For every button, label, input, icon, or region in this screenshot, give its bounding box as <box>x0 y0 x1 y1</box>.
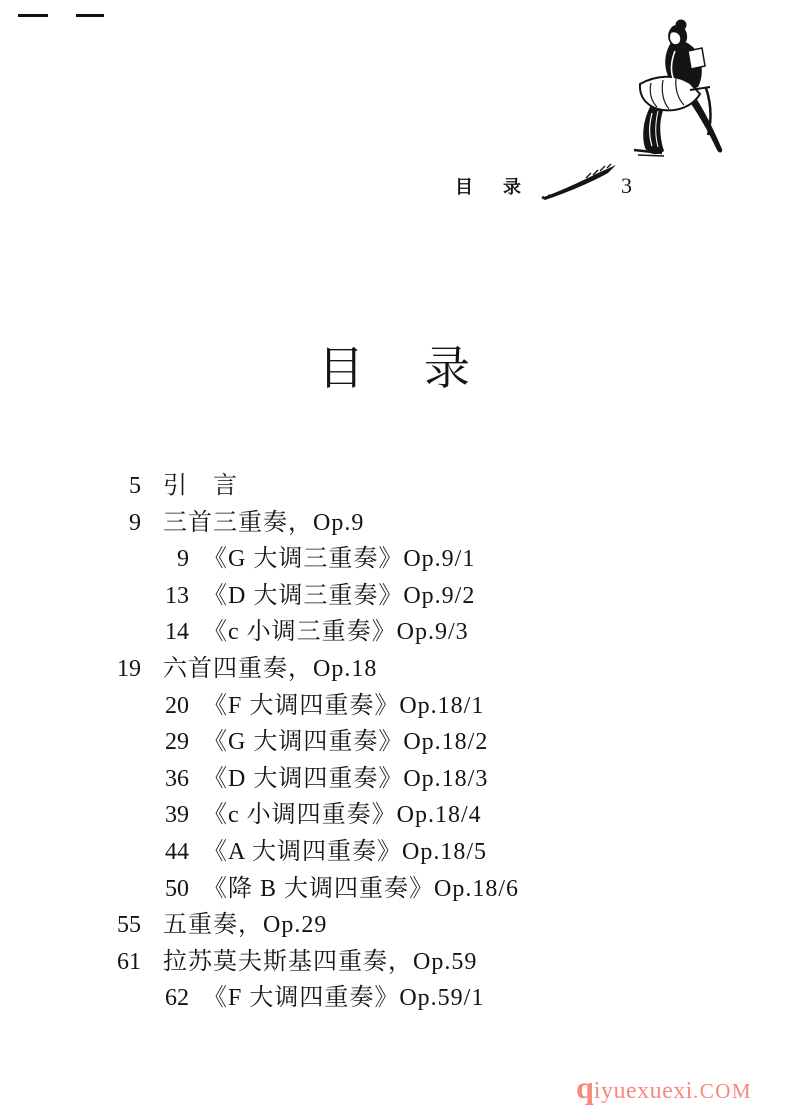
watermark-prefix: q <box>576 1069 594 1105</box>
toc-entry-label: 《A 大调四重奏》Op.18/5 <box>203 838 488 865</box>
toc-entry-label: 引 言 <box>163 473 238 499</box>
running-header <box>455 176 521 198</box>
toc-entry <box>100 797 519 834</box>
toc-entry-label: 《降 B 大调四重奏》Op.18/6 <box>203 875 520 902</box>
toc-entry-page-number: 9 <box>129 509 141 536</box>
running-header-char: 录 <box>503 177 521 197</box>
toc-entry <box>100 578 519 615</box>
top-dash-icon <box>18 14 48 17</box>
page-title-char: 目 <box>318 343 364 394</box>
toc-entry <box>100 541 519 578</box>
toc-entry-label: 拉苏莫夫斯基四重奏，Op.59 <box>163 948 478 975</box>
toc-entry-label: 三首三重奏，Op.9 <box>163 509 365 536</box>
toc-entry-page-number: 14 <box>165 619 189 646</box>
toc-list <box>100 468 519 1017</box>
toc-entry <box>100 614 519 651</box>
toc-entry <box>100 651 519 688</box>
toc-entry-page-number: 50 <box>165 875 189 902</box>
toc-entry <box>100 468 519 505</box>
toc-entry-page-number: 39 <box>165 802 189 829</box>
watermark-middle: iyuexuexi <box>593 1078 693 1104</box>
running-header-char: 目 <box>455 177 473 197</box>
toc-entry-label: 《c 小调三重奏》Op.9/3 <box>203 619 469 646</box>
watermark <box>576 1071 752 1105</box>
toc-entry-label: 《F 大调四重奏》Op.18/1 <box>203 692 485 719</box>
toc-entry-page-number: 29 <box>165 729 189 756</box>
page-number: 3 <box>621 173 632 198</box>
toc-entry <box>100 724 519 761</box>
toc-entry-page-number: 13 <box>165 582 189 609</box>
toc-entry-label: 《F 大调四重奏》Op.59/1 <box>203 985 485 1012</box>
toc-entry-page-number: 9 <box>177 546 189 573</box>
toc-entry-page-number: 5 <box>129 473 141 499</box>
page-title <box>318 341 470 397</box>
toc-entry <box>100 980 519 1017</box>
toc-entry <box>100 944 519 981</box>
toc-entry-label: 《G 大调三重奏》Op.9/1 <box>203 546 476 573</box>
toc-entry-page-number: 61 <box>117 948 141 975</box>
quill-flourish-icon <box>538 162 622 204</box>
toc-entry-label: 《G 大调四重奏》Op.18/2 <box>203 729 489 756</box>
toc-entry-page-number: 36 <box>165 765 189 792</box>
toc-entry-page-number: 19 <box>117 655 141 682</box>
watermark-suffix: .COM <box>692 1079 753 1103</box>
toc-entry <box>100 761 519 798</box>
toc-entry-page-number: 20 <box>165 692 189 719</box>
toc-entry-page-number: 62 <box>165 985 189 1012</box>
toc-entry <box>100 688 519 725</box>
seated-figure-illustration-icon <box>628 16 728 166</box>
toc-entry <box>100 834 519 871</box>
toc-entry-page-number: 44 <box>165 838 189 865</box>
toc-entry-label: 《D 大调三重奏》Op.9/2 <box>203 582 476 609</box>
toc-entry-page-number: 55 <box>117 912 141 939</box>
toc-entry <box>100 871 519 908</box>
toc-entry <box>100 505 519 542</box>
toc-entry-label: 《D 大调四重奏》Op.18/3 <box>203 765 489 792</box>
toc-entry <box>100 907 519 944</box>
toc-entry-label: 《c 小调四重奏》Op.18/4 <box>203 802 482 829</box>
page-title-char: 录 <box>424 343 470 394</box>
toc-entry-label: 五重奏，Op.29 <box>163 912 328 939</box>
toc-entry-label: 六首四重奏，Op.18 <box>163 655 378 682</box>
top-dash-icon <box>76 14 104 17</box>
